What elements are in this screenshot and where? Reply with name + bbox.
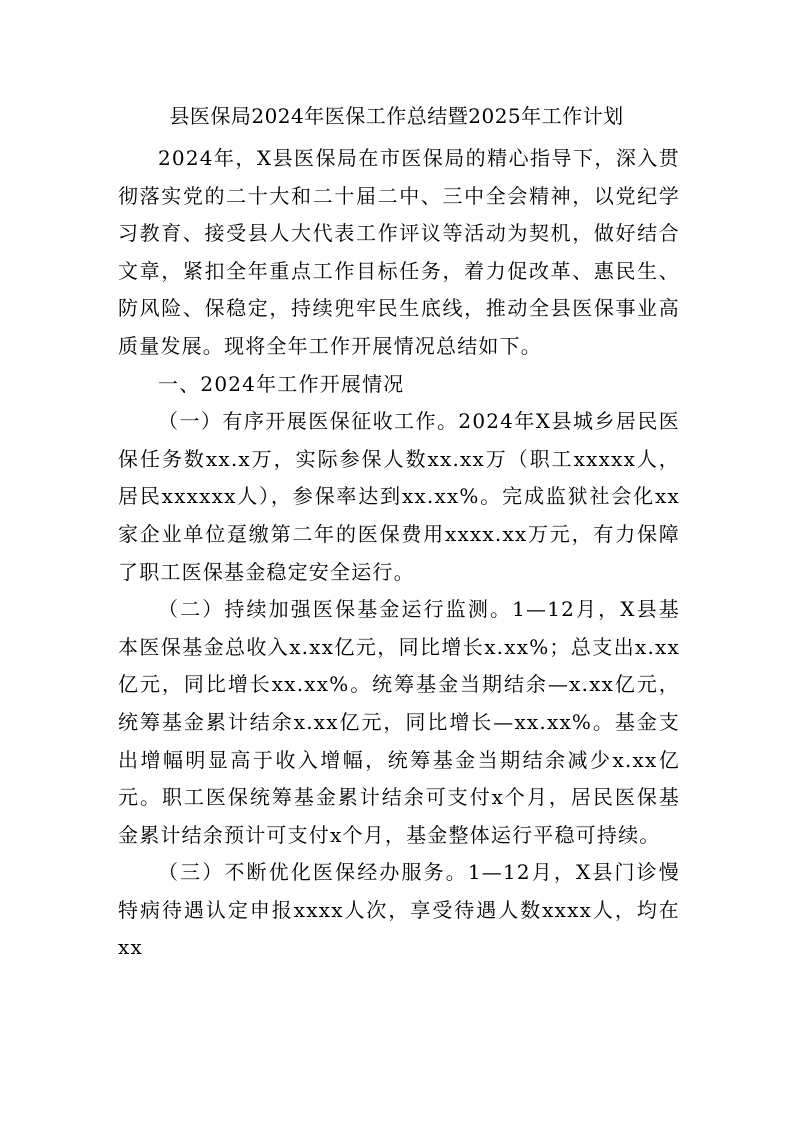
paragraph-service-optimization: （三）不断优化医保经办服务。1—12月，X县门诊慢特病待遇认定申报xxxx人次，享受待遇人数xxxx人，均在xx bbox=[118, 860, 680, 960]
paragraph-insurance-collection: （一）有序开展医保征收工作。2024年X县城乡居民医保任务数xx.x万，实际参保人数xx.xx万（职工xxxxx人，居民xxxxxx人），参保率达到xx.xx%。完成监狱社会化xx家企业单位趸缴第二年的医保费用xxxx.xx万元，有力保障了职工医保基金稳定安全运行。 bbox=[118, 409, 680, 584]
paragraph-fund-monitoring: （二）持续加强医保基金运行监测。1—12月，X县基本医保基金总收入x.xx亿元，同比增长x.xx%；总支出x.xx亿元，同比增长xx.xx%。统筹基金当期结余—x.xx亿元，统筹基金累计结余x.xx亿元，同比增长—xx.xx%。基金支出增幅明显高于收入增幅，统筹基金当期结余减少x.xx亿元。职工医保统筹基金累计结余可支付x个月，居民医保基金累计结余预计可支付x个月，基金整体运行平稳可持续。 bbox=[118, 597, 680, 847]
document-title: 县医保局2024年医保工作总结暨2025年工作计划 bbox=[169, 104, 624, 128]
document-body bbox=[118, 140, 680, 967]
section-heading-2024-work: 一、2024年工作开展情况 bbox=[158, 371, 405, 396]
paragraph-intro: 2024年，X县医保局在市医保局的精心指导下，深入贯彻落实党的二十大和二十届二中、三中全会精神，以党纪学习教育、接受县人大代表工作评议等活动为契机，做好结合文章，紧扣全年重点工作目标任务，着力促改革、惠民生、防风险、保稳定，持续兜牢民生底线，推动全县医保事业高质量发展。现将全年工作开展情况总结如下。 bbox=[118, 146, 680, 358]
